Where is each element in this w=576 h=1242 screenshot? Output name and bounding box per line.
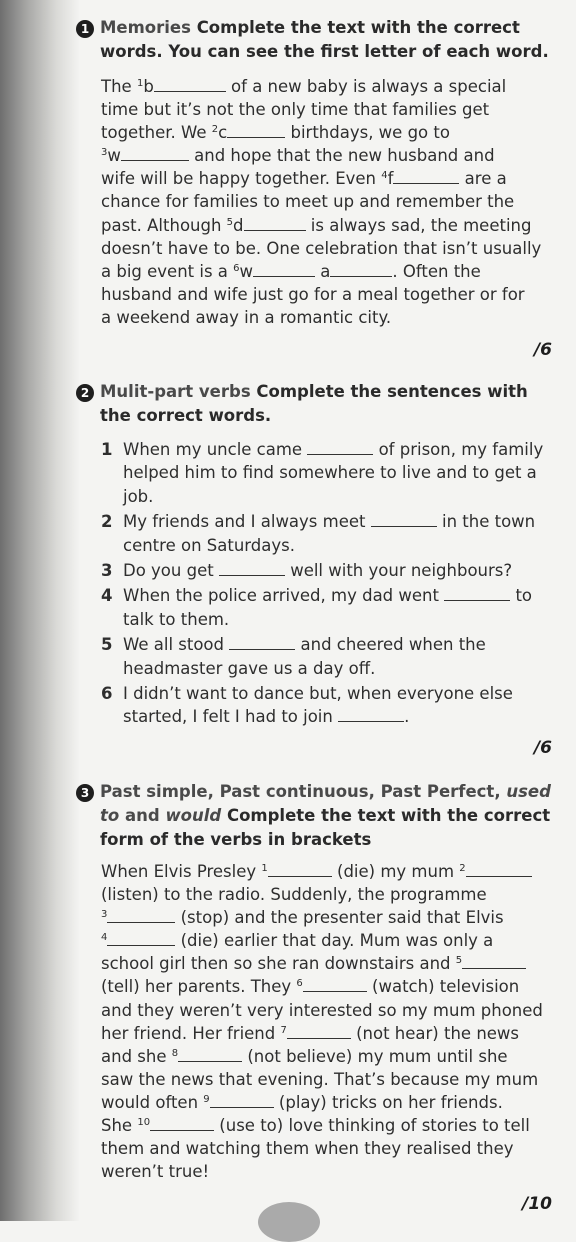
answer-blank[interactable] [150, 1116, 214, 1131]
answer-blank[interactable] [371, 512, 437, 527]
text-run: b [143, 77, 154, 96]
text-run: f [387, 169, 394, 189]
text-line [101, 1068, 561, 1091]
text-run: (stop) and the presenter said that Elvis [175, 908, 504, 928]
exercise-1-text [101, 75, 561, 329]
gap-number: 9 [203, 1093, 210, 1105]
text-run: school girl then so she ran downstairs and [101, 954, 456, 974]
text-run: of prison, my family [373, 440, 544, 459]
text-run: The [101, 77, 137, 96]
text-run: (use to) love thinking of stories to tell [214, 1116, 530, 1136]
text-line [101, 929, 561, 952]
text-run: w [239, 261, 254, 281]
exercise-2-instruction: Complete the sentences with the correct words. [100, 382, 528, 425]
text-run: (not believe) my mum until she [242, 1046, 508, 1066]
text-run: (die) my mum [331, 862, 460, 881]
answer-blank[interactable] [244, 216, 306, 231]
item-number: 1 [101, 440, 113, 459]
exercise-2-number-badge: 2 [76, 384, 94, 402]
answer-blank[interactable] [229, 635, 295, 650]
item-line [123, 461, 561, 484]
exercise-3-score: /10 [522, 1194, 552, 1214]
item-line [123, 534, 561, 557]
exercise-2-items [101, 438, 561, 731]
exercise-3-topic-would: would [165, 806, 222, 825]
answer-blank[interactable] [444, 586, 510, 601]
exercise-item [101, 559, 561, 582]
gap-number: 4 [381, 170, 388, 182]
text-run: well with your neighbours? [284, 561, 513, 581]
answer-blank[interactable] [154, 77, 226, 92]
text-run: (die) earlier that day. Mum was only a [175, 931, 494, 951]
text-run: are a [459, 169, 507, 189]
gap-number: 2 [211, 124, 219, 136]
exercise-3-topic-to: to [100, 806, 120, 825]
text-run: a [315, 261, 331, 281]
gap-number: 3 [101, 147, 108, 159]
exercise-item [101, 584, 561, 631]
item-line [123, 485, 561, 508]
text-run: (listen) to the radio. Suddenly, the programme [101, 885, 487, 905]
gap-number: 2 [459, 863, 466, 874]
text-run: Do you get [123, 561, 219, 581]
text-run: When my uncle came [123, 440, 308, 459]
item-line [123, 705, 561, 728]
text-run: job. [123, 486, 154, 506]
item-line [123, 682, 561, 705]
page-corner-blob [258, 1202, 320, 1242]
text-run: (play) tricks on her friends. [273, 1092, 503, 1112]
text-run: I didn’t want to dance but, when everyone else [123, 684, 513, 704]
text-run: When Elvis Presley [101, 862, 262, 881]
text-run: My friends and I always meet [123, 512, 371, 532]
gap-number: 5 [226, 216, 234, 228]
text-line [101, 144, 561, 167]
exercise-1-topic: Memories [100, 18, 191, 37]
item-line [123, 657, 561, 680]
exercise-3-topic-and: and [124, 806, 160, 825]
exercise-1-score: /6 [533, 340, 552, 360]
exercise-3-heading [100, 780, 560, 852]
gap-number: 1 [136, 78, 144, 89]
answer-blank[interactable] [268, 862, 332, 877]
text-run: She [101, 1116, 138, 1136]
item-line [123, 633, 561, 656]
item-line [123, 510, 561, 533]
answer-blank[interactable] [107, 931, 175, 946]
text-run: a big event is a [101, 261, 234, 281]
answer-blank[interactable] [253, 262, 315, 277]
text-run: and cheered when the [295, 635, 486, 655]
text-run: wife will be happy together. Even [101, 169, 382, 189]
text-line [101, 167, 561, 190]
text-run: headmaster gave us a day off. [123, 658, 376, 678]
text-run: talk to them. [123, 609, 230, 629]
item-line [123, 584, 561, 607]
item-line [123, 608, 561, 631]
exercise-item [101, 682, 561, 729]
text-run: would often [101, 1092, 204, 1112]
text-run: . Often the [392, 261, 481, 281]
text-run: (tell) her parents. They [101, 977, 297, 997]
item-number: 4 [101, 586, 113, 606]
text-line [101, 1045, 561, 1068]
text-line [101, 121, 561, 144]
text-run: husband and wife just go for a meal together or for [101, 284, 525, 304]
text-line [101, 75, 561, 98]
text-run: (not hear) the news [350, 1023, 520, 1043]
text-line [101, 975, 561, 998]
text-line [101, 214, 561, 237]
text-run: w [107, 146, 121, 166]
gap-number: 8 [171, 1047, 179, 1059]
text-run: birthdays, we go to [285, 123, 450, 143]
gap-number: 7 [280, 1024, 287, 1036]
exercise-3-topic-used: used [506, 782, 551, 801]
text-run: and they weren’t very interested so my mum phoned [101, 1000, 543, 1020]
text-line [101, 283, 561, 306]
text-line [101, 1022, 561, 1045]
exercise-3-topic-a: Past simple, Past continuous, Past Perfect, [100, 782, 501, 801]
text-line [101, 1091, 561, 1114]
answer-blank[interactable] [287, 1024, 351, 1039]
text-run: and hope that the new husband and [188, 146, 495, 166]
text-run: doesn’t have to be. One celebration that isn’t usually [101, 238, 542, 258]
text-line [101, 883, 561, 906]
text-run: a weekend away in a romantic city. [101, 307, 392, 327]
gap-number: 6 [233, 262, 240, 274]
item-number: 2 [101, 512, 113, 532]
text-line [101, 860, 561, 883]
item-line [123, 438, 561, 461]
text-run: saw the news that evening. That’s because my mum [101, 1069, 539, 1089]
answer-blank[interactable] [307, 440, 373, 455]
text-line [101, 952, 561, 975]
answer-blank[interactable] [466, 862, 532, 877]
item-number: 6 [101, 684, 113, 704]
gap-number: 10 [137, 1117, 151, 1129]
exercise-2-score: /6 [533, 738, 552, 758]
exercise-1-number-badge: 1 [76, 20, 94, 38]
exercise-1-instruction: Complete the text with the correct words. You can see the first letter of each word. [100, 18, 549, 61]
text-run: is always sad, the meeting [305, 215, 532, 235]
text-run: helped him to find somewhere to live and to get a [123, 463, 537, 483]
exercise-item [101, 510, 561, 557]
text-run: chance for families to meet up and remember the [101, 192, 515, 212]
text-run: together. We [101, 123, 212, 143]
text-run: . [404, 707, 410, 727]
text-line [101, 260, 561, 283]
gap-number: 6 [296, 978, 303, 990]
exercise-2-heading [100, 380, 560, 428]
answer-blank[interactable] [338, 707, 404, 722]
text-run: centre on Saturdays. [123, 535, 295, 555]
text-run: started, I felt I had to join [123, 707, 339, 727]
text-line [101, 306, 561, 329]
exercise-2-topic: Mulit-part verbs [100, 382, 251, 401]
text-run: in the town [436, 512, 536, 532]
text-run: (watch) television [366, 977, 520, 997]
gap-number: 4 [101, 932, 108, 944]
text-run: d [233, 215, 244, 235]
answer-blank[interactable] [219, 561, 285, 576]
text-line [101, 237, 561, 260]
answer-blank[interactable] [178, 1047, 242, 1062]
exercise-3-instruction: Complete the text with the correct form of the verbs in brackets [100, 806, 551, 849]
gap-number: 5 [455, 955, 463, 967]
exercise-3-number-badge: 3 [76, 784, 94, 802]
exercise-3-text [101, 860, 561, 1183]
answer-blank[interactable] [462, 954, 526, 969]
answer-blank[interactable] [227, 123, 285, 138]
answer-blank[interactable] [330, 262, 392, 277]
item-line [123, 559, 561, 582]
answer-blank[interactable] [210, 1093, 274, 1108]
text-run: weren’t true! [101, 1162, 210, 1182]
answer-blank[interactable] [121, 146, 189, 161]
text-run: and she [101, 1046, 172, 1066]
text-run: to [510, 586, 533, 606]
text-run: time but it’s not the only time that families get [101, 100, 490, 120]
text-line [101, 1160, 561, 1183]
text-line [101, 1137, 561, 1160]
text-run: c [218, 123, 228, 143]
text-line [101, 999, 561, 1022]
exercise-1-heading [100, 16, 560, 64]
answer-blank[interactable] [303, 977, 367, 992]
text-run: her friend. Her friend [101, 1023, 281, 1043]
text-run: We all stood [123, 635, 230, 655]
text-run: past. Although [101, 215, 227, 235]
answer-blank[interactable] [393, 169, 459, 184]
text-line [101, 98, 561, 121]
text-run: of a new baby is always a special [225, 77, 507, 96]
answer-blank[interactable] [107, 908, 175, 923]
exercise-item [101, 633, 561, 680]
text-line [101, 190, 561, 213]
gap-number: 1 [261, 863, 268, 874]
gap-number: 3 [101, 909, 108, 921]
text-run: When the police arrived, my dad went [123, 586, 445, 606]
text-line [101, 906, 561, 929]
text-run: them and watching them when they realised they [101, 1139, 514, 1159]
item-number: 3 [101, 561, 113, 581]
text-line [101, 1114, 561, 1137]
item-number: 5 [101, 635, 113, 655]
exercise-item [101, 438, 561, 508]
